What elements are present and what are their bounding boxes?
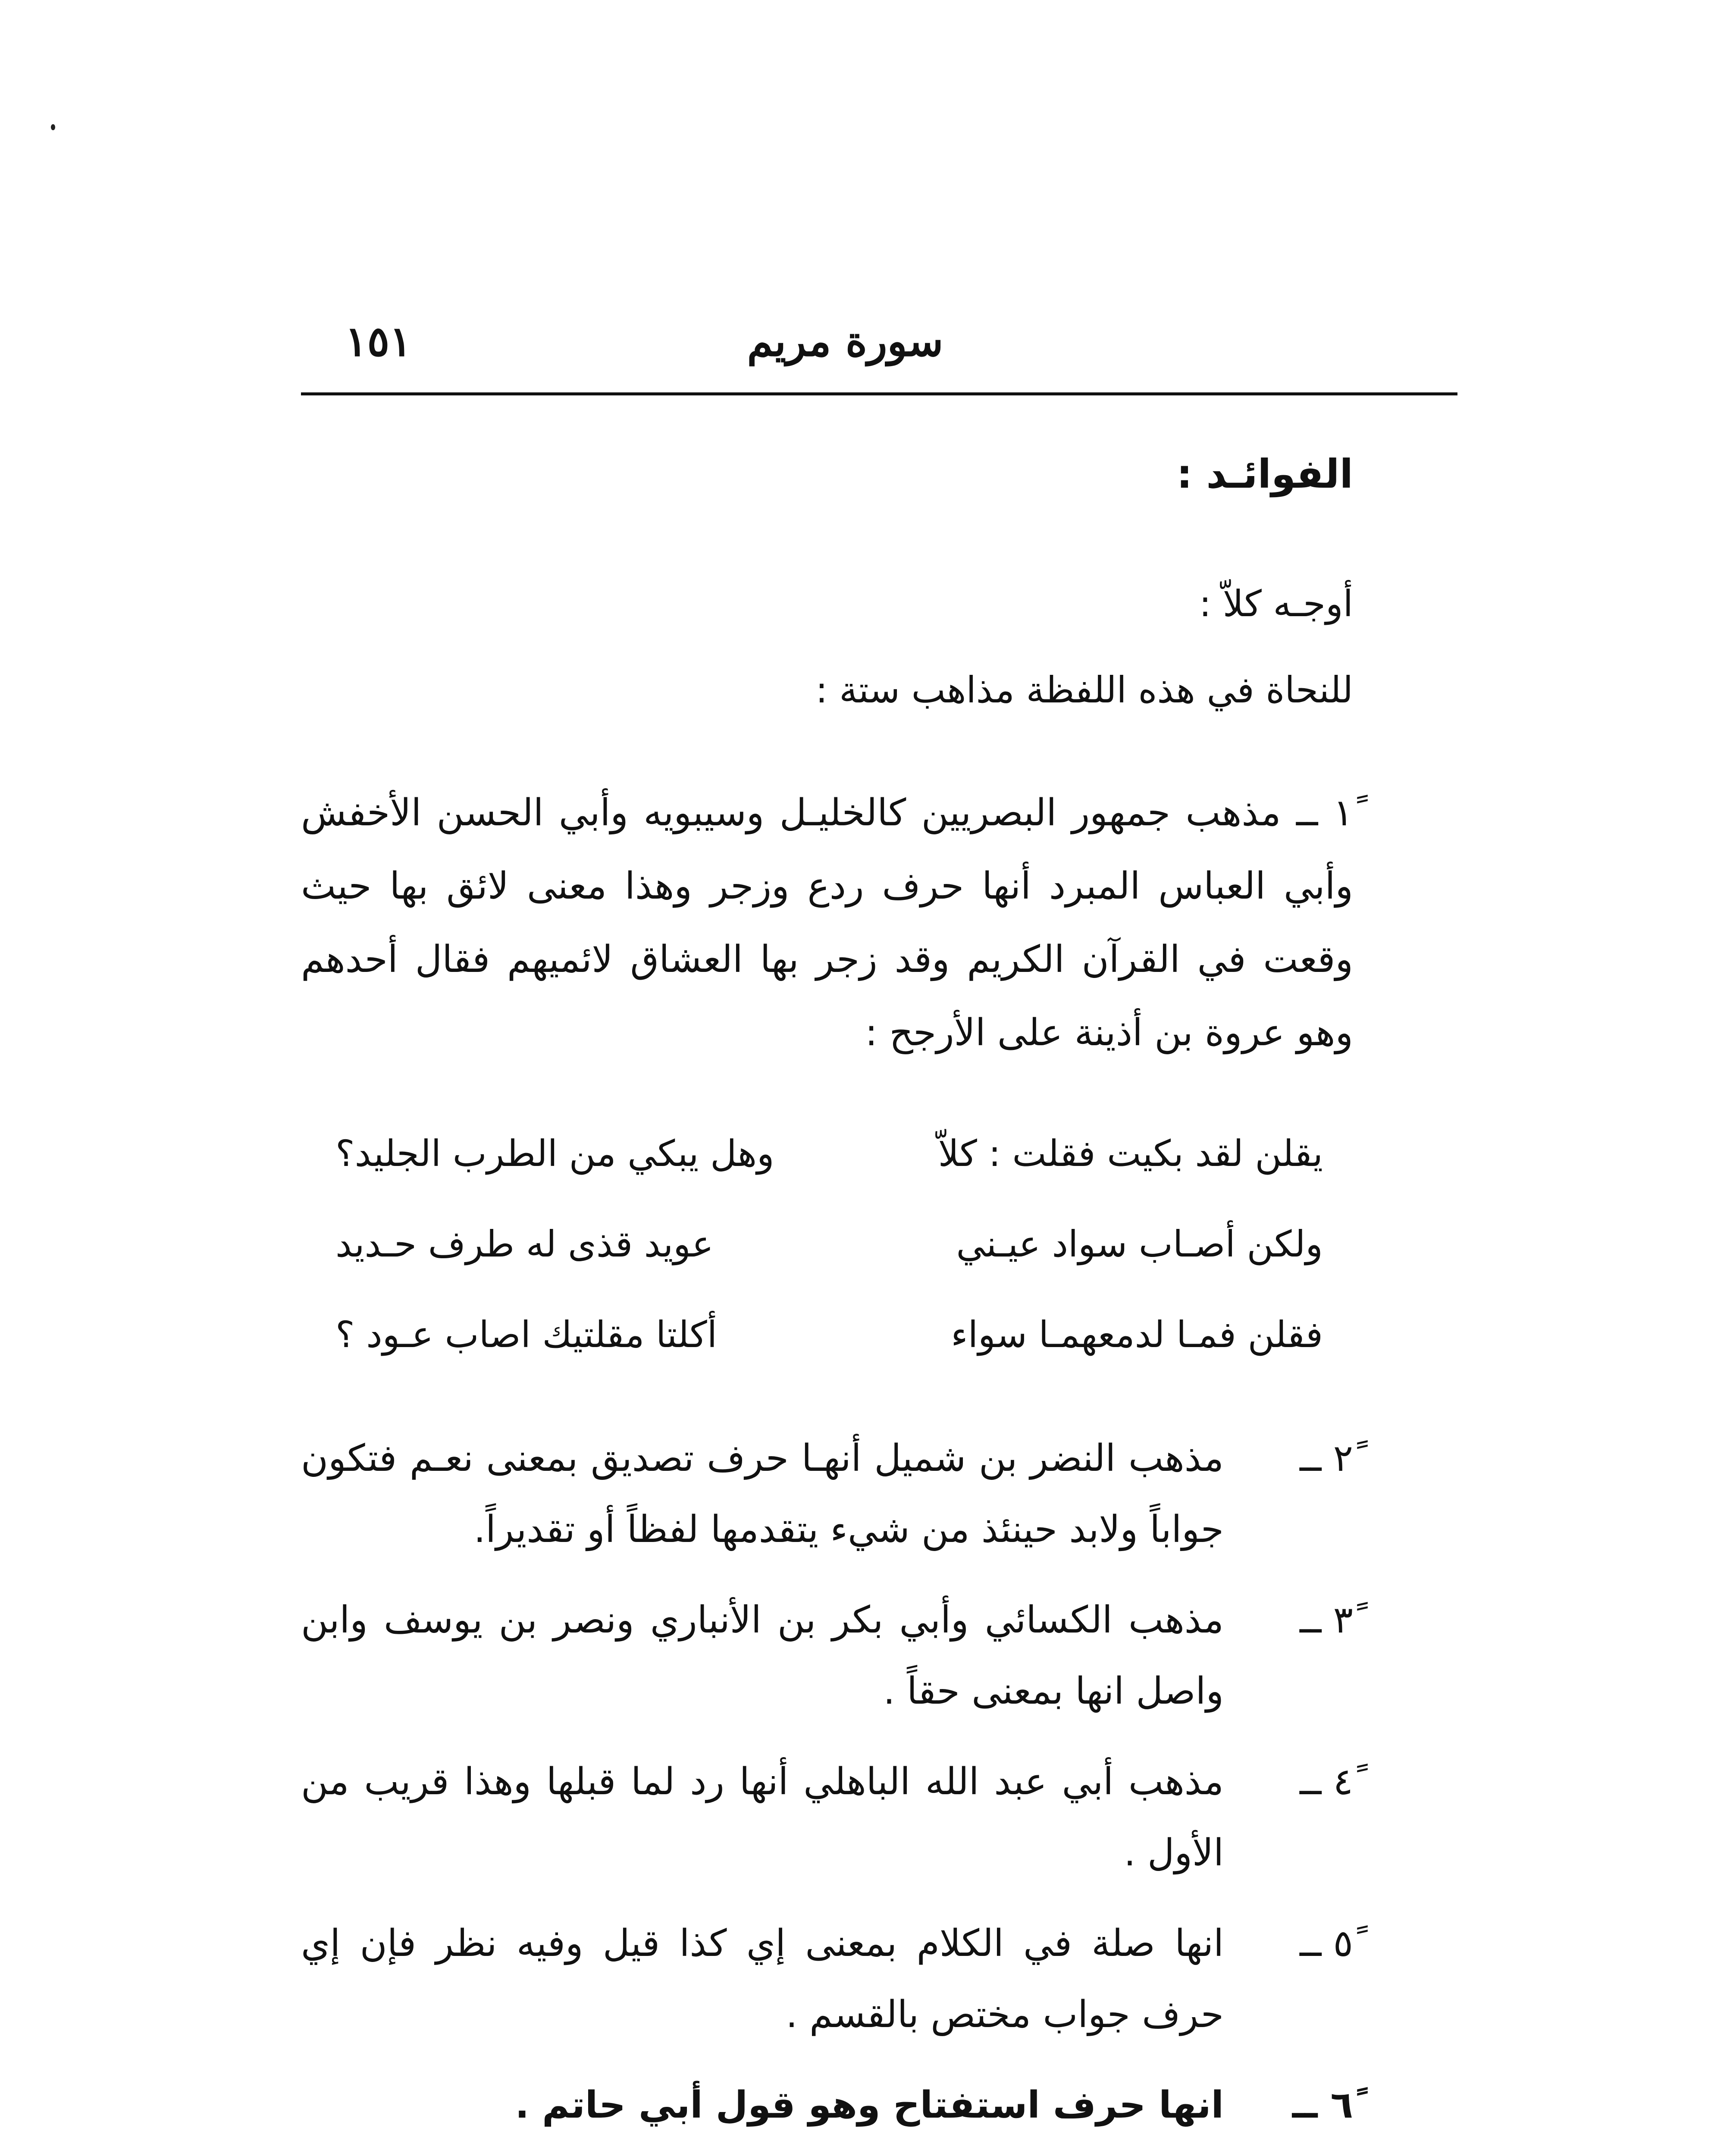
list-item — [301, 2070, 1353, 2141]
poem-verse — [335, 1289, 1323, 1380]
item-text: مذهب النضر بن شميل أنهـا حرف تصديق بمعنى نعـم فتكون جواباً ولابد حينئذ من شيء يتقدمها لفظاً أو تقديراً. — [301, 1437, 1224, 1551]
item-number: ٦ً ــ — [1292, 2084, 1353, 2127]
verse-second-hemistich: عويد قذى له طرف حـديد — [335, 1223, 714, 1265]
item-number: ٣ً ــ — [1300, 1598, 1353, 1642]
section-title: الفوائـد : — [1176, 451, 1353, 497]
page-number: ١٥١ — [345, 317, 412, 366]
item-text: مذهب أبي عبد الله الباهلي أنها رد لما قبلها وهذا قريب من الأول . — [301, 1760, 1224, 1874]
item-number: ٤ً ــ — [1300, 1760, 1353, 1803]
ink-speck — [51, 124, 55, 130]
list-item — [301, 1746, 1353, 1889]
page-body — [301, 440, 1353, 2156]
list-item — [301, 1585, 1353, 1727]
paragraph-1: ١ً ــ مذهب جمهور البصريين كالخليـل وسيبويه وأبي الحسن الأخفش وأبي العباس المبرد أنها حرف ردع وزجر وهذا معنى لائق بها حيث وقعت في القرآن الكريم وقد زجر بها العشاق لائميهم فقال أحدهم وهو عروة بن أذينة على الأرجح : — [301, 791, 1353, 1054]
verse-first-hemistich: فقلن فمـا لدمعهمـا سواء — [951, 1313, 1323, 1356]
verse-first-hemistich: ولكن أصـاب سواد عيـني — [956, 1223, 1323, 1265]
item-number: ٥ً ــ — [1300, 1922, 1353, 1965]
item-text: انها حرف استفتاح وهو قول أبي حاتم . — [515, 2084, 1224, 2127]
verse-second-hemistich: وهل يبكي من الطرب الجليد؟ — [335, 1132, 774, 1175]
list-item — [301, 1423, 1353, 1565]
list-item — [301, 1908, 1353, 2050]
running-header-title: سورة مريم — [747, 317, 943, 366]
poem-verse — [335, 1199, 1323, 1289]
header-divider — [301, 392, 1457, 395]
item-text: مذهب الكسائي وأبي بكر بن الأنباري ونصر بن يوسف وابن واصل انها بمعنى حقاً . — [301, 1598, 1224, 1713]
item-text: انها صلة في الكلام بمعنى إي كذا قيل وفيه نظر فإن إي حرف جواب مختص بالقسم . — [301, 1922, 1224, 2036]
verse-first-hemistich: يقلن لقد بكيت فقلت : كلاّ — [938, 1132, 1323, 1175]
poem — [301, 1108, 1353, 1380]
item-number: ٢ً ــ — [1300, 1437, 1353, 1480]
subsection-title: أوجـه كلاّ : — [1199, 583, 1353, 625]
verse-second-hemistich: أكلتا مقلتيك اصاب عـود ؟ — [335, 1313, 718, 1356]
intro-line: للنحاة في هذه اللفظة مذاهب ستة : — [815, 669, 1353, 711]
poem-verse — [335, 1108, 1323, 1199]
